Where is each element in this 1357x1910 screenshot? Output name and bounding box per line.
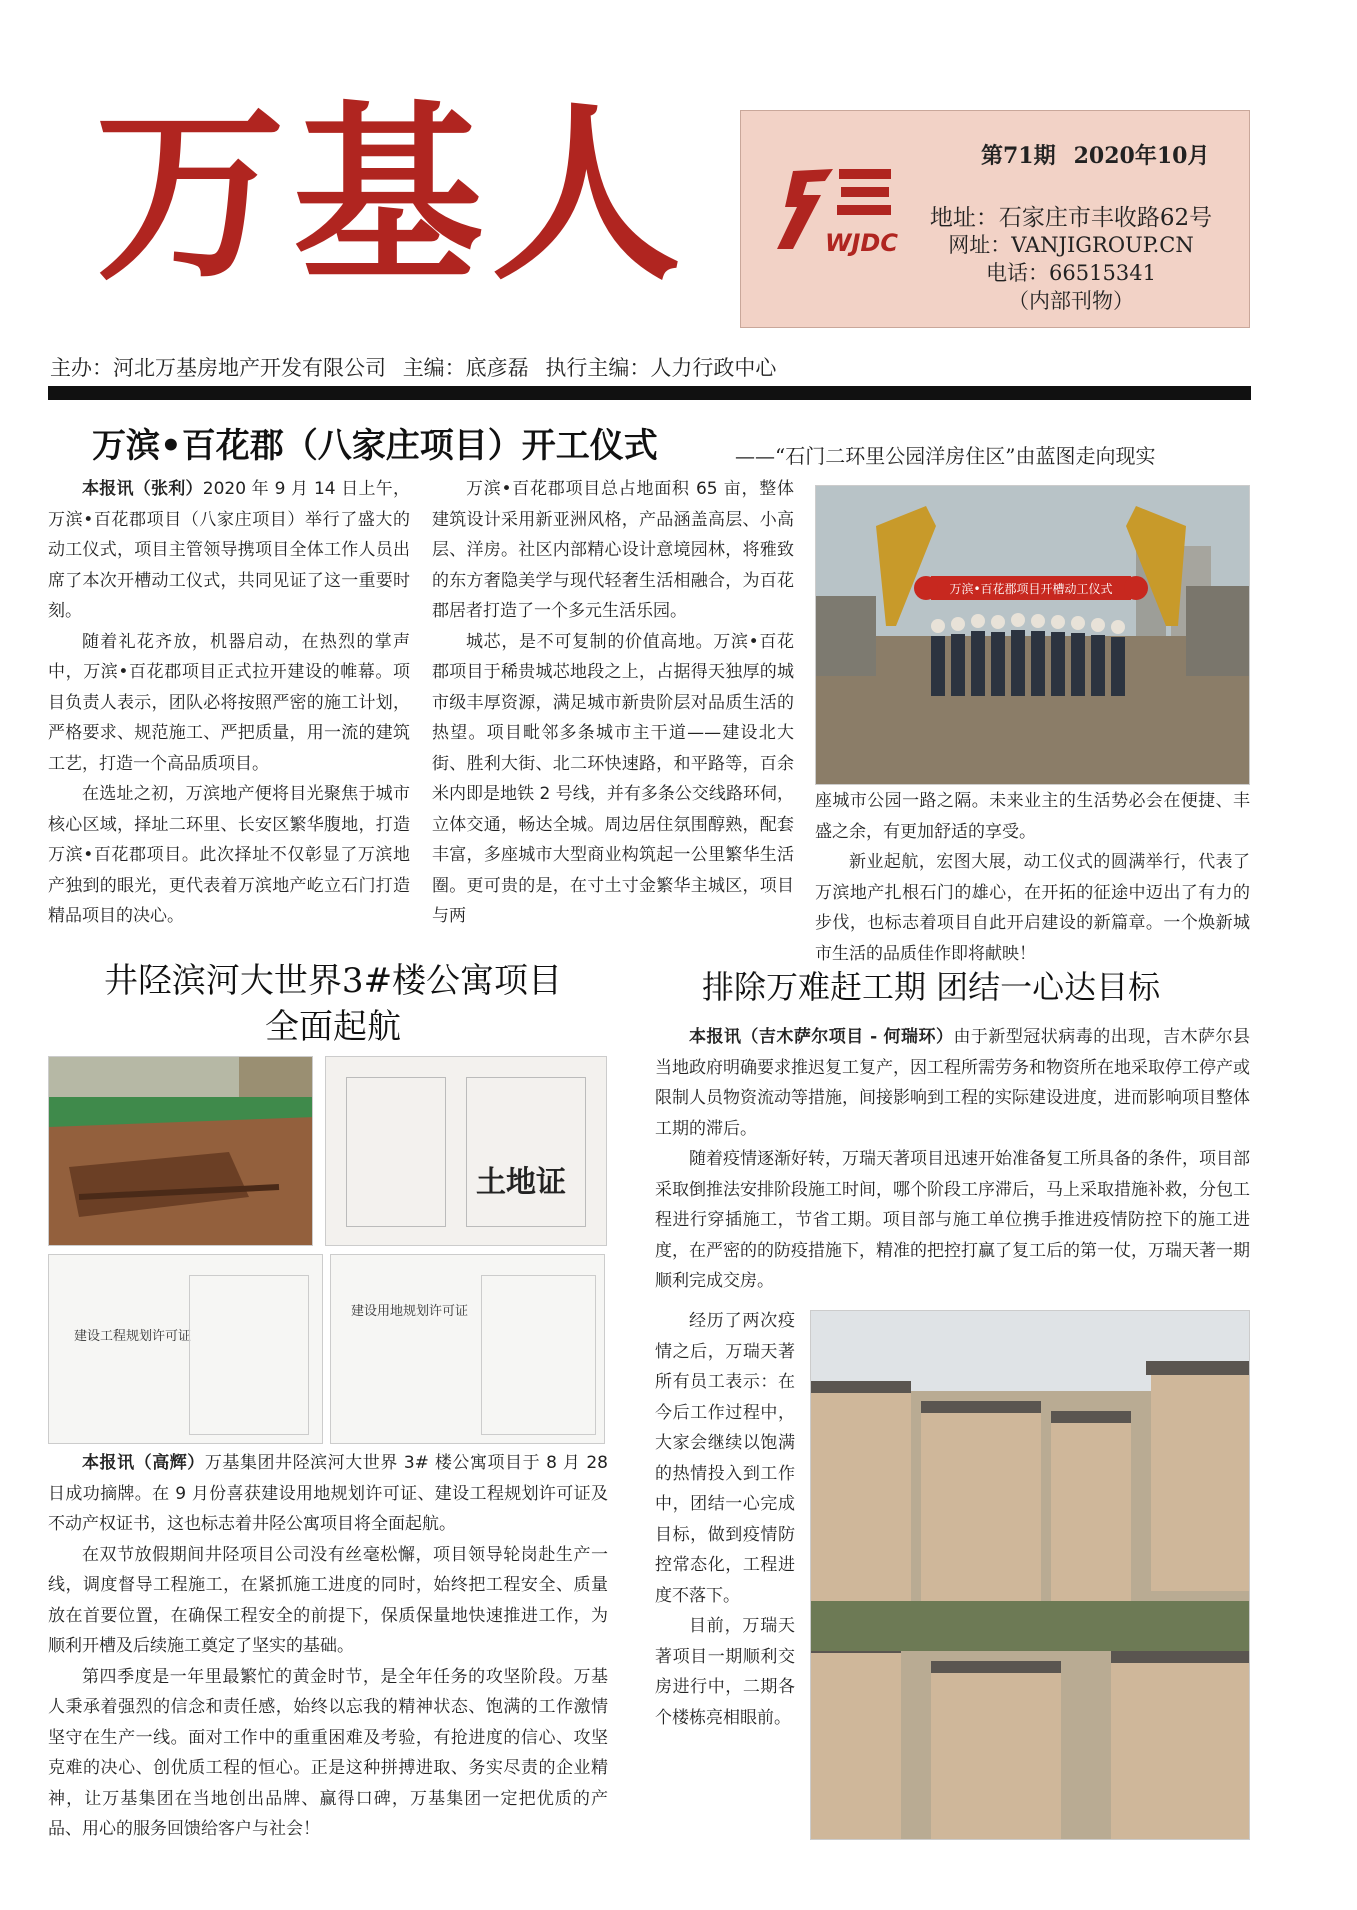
article2-headline-line1: 井陉滨河大世界3#楼公寓项目 xyxy=(103,961,563,1001)
planning-permit-title: 建设工程规划许可证 xyxy=(74,1329,192,1344)
article1-col2 xyxy=(432,474,794,932)
ceremony-photo xyxy=(815,485,1250,785)
masthead-info-box xyxy=(740,110,1250,328)
article3-side-col xyxy=(655,1306,795,1733)
header-rule xyxy=(48,386,1251,400)
ceremony-photo-image xyxy=(816,486,1250,785)
article1-p5: 城芯，是不可复制的价值高地。万滨•百花郡项目于稀贵城芯地段之上，占据得天独厚的城市级丰厚资源，满足城市新贵阶层对品质生活的热望。项目毗邻多条城市主干道——建设北大街、胜利大街、北二环快速路，和平路等，百余米内即是地铁 2 号线，并有多条公交线路环伺，立体交通，畅达全城。周边居住氛围醇熟，配套丰富，多座城市大型商业构筑起一公里繁华生活圈。更可贵的是，在寸土寸金繁华主城区，项目与两 xyxy=(432,631,794,926)
article1-lead: 本报讯（张利） xyxy=(82,479,203,499)
article1-p7: 新业起航，宏图大展，动工仪式的圆满举行，代表了万滨地产扎根石门的雄心，在开拓的征途中迈出了有力的步伐，也标志着项目自此开启建设的新篇章。一个焕新城市生活的品质佳作即将献映！ xyxy=(815,852,1250,964)
article3-p1: 由于新型冠状病毒的出现，吉木萨尔县当地政府明确要求推迟复工复产，因工程所需劳务和物资所在地采取停工停产或限制人员物资流动等措施，间接影响到工程的实际建设进度，进而影响项目整体工期的滞后。 xyxy=(655,1027,1250,1139)
apartment-buildings-image xyxy=(811,1311,1250,1840)
certificate-page-left xyxy=(346,1077,446,1227)
article2-headline xyxy=(48,958,618,1050)
land-use-permit-title: 建设用地规划许可证 xyxy=(351,1304,469,1319)
exec-editor: 执行主编：人力行政中心 xyxy=(545,356,777,380)
land-use-permit-photo xyxy=(330,1254,605,1444)
article1-col1 xyxy=(48,474,410,932)
construction-site-image xyxy=(49,1057,313,1246)
wjdc-logo-icon xyxy=(763,151,903,271)
land-use-permit-page xyxy=(481,1275,596,1435)
article3-p4: 目前，万瑞天著项目一期顺利交房进行中，二期各个楼栋亮相眼前。 xyxy=(655,1616,795,1728)
article3-body xyxy=(655,1022,1250,1297)
article2-lead: 本报讯（高辉） xyxy=(82,1453,205,1473)
article2-p2: 在双节放假期间井陉项目公司没有丝毫松懈，项目领导轮岗赴生产一线，调度督导工程施工，在紧抓施工进度的同时，始终把工程安全、质量放在首要位置，在确保工程安全的前提下，保质保量地快速推进工作，为顺利开槽及后续施工奠定了坚实的基础。 xyxy=(48,1544,608,1656)
article1-subhead: ——“石门二环里公园洋房住区”由蓝图走向现实 xyxy=(735,444,1156,468)
article3-lead: 本报讯（吉木萨尔项目 - 何瑞环） xyxy=(689,1027,954,1047)
website: 网址：VANJIGROUP.CN xyxy=(948,233,1194,257)
issue-line xyxy=(981,139,1227,170)
land-certificate-photo xyxy=(325,1056,607,1246)
permit-page xyxy=(189,1275,309,1435)
logo-text: WJDC xyxy=(825,229,898,257)
sponsor-line xyxy=(50,352,786,382)
issue-date: 2020年10月 xyxy=(1073,143,1210,169)
article1-p1: 2020 年 9 月 14 日上午，万滨•百花郡项目（八家庄项目）举行了盛大的动工仪式，项目主管领导携项目全体工作人员出席了本次开槽动工仪式，共同见证了这一重要时刻。 xyxy=(48,479,411,621)
article1-p4: 万滨•百花郡项目总占地面积 65 亩，整体建筑设计采用新亚洲风格，产品涵盖高层、小高层、洋房。社区内部精心设计意境园林，将雅致的东方奢隐美学与现代轻奢生活相融合，为百花郡居者打造了一个多元生活乐园。 xyxy=(432,479,794,621)
article3-p3: 经历了两次疫情之后，万瑞天著所有员工表示：在今后工作过程中，大家会继续以饱满的热情投入到工作中，团结一心完成目标，做到疫情防控常态化，工程进度不落下。 xyxy=(655,1311,795,1606)
land-cert-label: 土地证 xyxy=(476,1165,566,1200)
article2-p1: 万基集团井陉滨河大世界 3# 楼公寓项目于 8 月 28 日成功摘牌。在 9 月份喜获建设用地规划许可证、建设工程规划许可证及不动产权证书，这也标志着井陉公寓项目将全面起航。 xyxy=(48,1453,608,1534)
phone: 电话：66515341 xyxy=(986,261,1156,285)
internal-note: （内部刊物） xyxy=(1008,289,1134,313)
address: 地址：石家庄市丰收路62号 xyxy=(929,205,1213,231)
construction-site-photo xyxy=(48,1056,313,1246)
article1-p3: 在选址之初，万滨地产便将目光聚焦于城市核心区域，择址二环里、长安区繁华腹地，打造万滨•百花郡项目。此次择址不仅彰显了万滨地产独到的眼光，更代表着万滨地产屹立石门打造精品项目的决心。 xyxy=(48,784,410,926)
certificate-page-right xyxy=(466,1077,586,1227)
article1-p2: 随着礼花齐放，机器启动，在热烈的掌声中，万滨•百花郡项目正式拉开建设的帷幕。项目负责人表示，团队必将按照严密的施工计划，严格要求、规范施工、严把质量，用一流的建筑工艺，打造一个高品质项目。 xyxy=(48,631,410,774)
article2-body xyxy=(48,1448,608,1845)
article1-headline: 万滨•百花郡（八家庄项目）开工仪式 xyxy=(92,426,658,466)
article3-headline: 排除万难赶工期 团结一心达目标 xyxy=(702,968,1161,1006)
article1-p6: 座城市公园一路之隔。未来业主的生活势必会在便捷、丰盛之余，有更加舒适的享受。 xyxy=(815,791,1250,842)
issue-number: 第71期 xyxy=(981,143,1056,169)
ceremony-banner-text: 万滨•百花郡项目开槽动工仪式 xyxy=(949,582,1113,596)
article1-col3 xyxy=(815,786,1250,969)
planning-permit-photo xyxy=(48,1254,323,1444)
editor: 主编：底彦磊 xyxy=(402,356,529,380)
article3-p2: 随着疫情逐渐好转，万瑞天著项目迅速开始准备复工所具备的条件，项目部采取倒推法安排阶段施工时间，哪个阶段工序滞后，马上采取措施补救，分包工程进行穿插施工，节省工期。项目部与施工单位携手推进疫情防控下的施工进度，在严密的的防疫措施下，精准的把控打赢了复工后的第一仗，万瑞天著一期顺利完成交房。 xyxy=(655,1149,1250,1291)
masthead-title: 万基人 xyxy=(95,83,690,306)
article2-headline-line2: 全面起航 xyxy=(265,1007,401,1047)
host: 主办：河北万基房地产开发有限公司 xyxy=(50,356,386,380)
apartment-buildings-photo xyxy=(810,1310,1250,1840)
article2-p3: 第四季度是一年里最繁忙的黄金时节，是全年任务的攻坚阶段。万基人秉承着强烈的信念和责任感，始终以忘我的精神状态、饱满的工作激情坚守在生产一线。面对工作中的重重困难及考验，有抢进度的信心、攻坚克难的决心、创优质工程的恒心。正是这种拼搏进取、务实尽责的企业精神，让万基集团在当地创出品牌、赢得口碑，万基集团一定把优质的产品、用心的服务回馈给客户与社会！ xyxy=(48,1666,608,1839)
